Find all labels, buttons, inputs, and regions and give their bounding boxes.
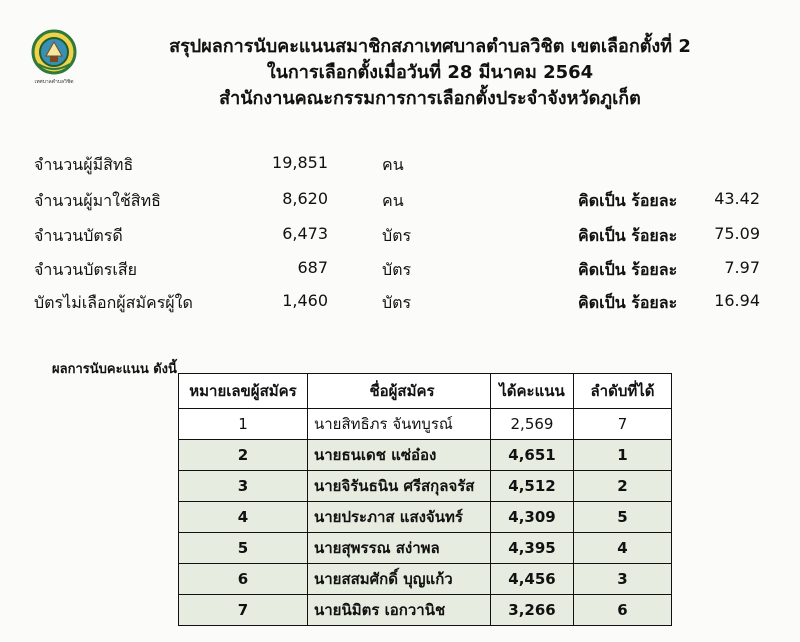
percent-value: 75.09 [714, 224, 760, 243]
candidate-name: นายสสมศักดิ์ บุญแก้ว [308, 564, 491, 595]
stat-label: จำนวนผู้มาใช้สิทธิ [34, 191, 161, 210]
candidate-number: 2 [179, 440, 308, 471]
stat-label: จำนวนบัตรเสีย [34, 260, 137, 279]
table-row [179, 595, 672, 626]
stat-unit: บัตร [382, 260, 412, 279]
percent-value: 16.94 [714, 291, 760, 310]
logo-caption: เทศบาลตำบลวิชิต [34, 79, 74, 85]
stat-unit: บัตร [382, 226, 412, 245]
candidate-number: 7 [179, 595, 308, 626]
candidate-name: นายประภาส แสงจันทร์ [308, 502, 491, 533]
candidate-rank: 6 [574, 595, 672, 626]
stat-value: 1,460 [282, 291, 328, 310]
results-caption: ผลการนับคะแนน ดังนี้ [52, 362, 177, 377]
table-row [179, 440, 672, 471]
candidate-rank: 2 [574, 471, 672, 502]
results-table [178, 373, 672, 626]
stat-row-eligible [0, 153, 800, 183]
header-rank: ลำดับที่ได้ [574, 374, 672, 409]
stat-row-invalid-ballots [0, 258, 800, 288]
header-votes: ได้คะแนน [491, 374, 574, 409]
candidate-votes: 4,309 [491, 502, 574, 533]
table-row [179, 564, 672, 595]
title-line-2: ในการเลือกตั้งเมื่อวันที่ 28 มีนาคม 2564 [266, 62, 594, 83]
candidate-votes: 4,651 [491, 440, 574, 471]
candidate-votes: 4,456 [491, 564, 574, 595]
header-candidate-number: หมายเลขผู้สมัคร [179, 374, 308, 409]
percent-value: 43.42 [714, 189, 760, 208]
stat-row-voters [0, 189, 800, 219]
candidate-name: นายธนเดช แซ่อ๋อง [308, 440, 491, 471]
stat-label: บัตรไม่เลือกผู้สมัครผู้ใด [34, 293, 193, 312]
candidate-name: นายนิมิตร เอกวานิช [308, 595, 491, 626]
municipality-seal-icon [30, 26, 78, 78]
candidate-rank: 5 [574, 502, 672, 533]
candidate-name: นายสิทธิภร จันทบูรณ์ [308, 409, 491, 440]
candidate-number: 3 [179, 471, 308, 502]
title-line-3: สำนักงานคณะกรรมการการเลือกตั้งประจำจังหวัดภูเก็ต [219, 88, 641, 109]
percent-label: คิดเป็น ร้อยละ [578, 293, 678, 312]
title-line-1: สรุปผลการนับคะแนนสมาชิกสภาเทศบาลตำบลวิชิต เขตเลือกตั้งที่ 2 [169, 36, 691, 57]
candidate-rank: 3 [574, 564, 672, 595]
header-candidate-name: ชื่อผู้สมัคร [308, 374, 491, 409]
stat-unit: คน [382, 191, 404, 210]
stat-label: จำนวนบัตรดี [34, 226, 123, 245]
stat-value: 8,620 [282, 189, 328, 208]
percent-label: คิดเป็น ร้อยละ [578, 226, 678, 245]
stat-row-no-vote-ballots [0, 291, 800, 321]
table-row [179, 409, 672, 440]
percent-label: คิดเป็น ร้อยละ [578, 191, 678, 210]
candidate-number: 6 [179, 564, 308, 595]
candidate-rank: 4 [574, 533, 672, 564]
candidate-votes: 4,395 [491, 533, 574, 564]
stat-value: 687 [297, 258, 328, 277]
stat-value: 6,473 [282, 224, 328, 243]
stat-value: 19,851 [272, 153, 328, 172]
candidate-number: 5 [179, 533, 308, 564]
table-row [179, 502, 672, 533]
candidate-number: 4 [179, 502, 308, 533]
candidate-name: นายจิรันธนิน ศรีสกุลจรัส [308, 471, 491, 502]
candidate-votes: 3,266 [491, 595, 574, 626]
candidate-rank: 1 [574, 440, 672, 471]
stat-unit: คน [382, 155, 404, 174]
stat-label: จำนวนผู้มีสิทธิ [34, 155, 134, 174]
document-title [90, 34, 770, 112]
candidate-rank: 7 [574, 409, 672, 440]
candidate-votes: 4,512 [491, 471, 574, 502]
stat-unit: บัตร [382, 293, 412, 312]
candidate-name: นายสุพรรณ สง่าพล [308, 533, 491, 564]
table-header-row [179, 374, 672, 409]
percent-value: 7.97 [724, 258, 760, 277]
candidate-number: 1 [179, 409, 308, 440]
stat-row-valid-ballots [0, 224, 800, 254]
candidate-votes: 2,569 [491, 409, 574, 440]
table-row [179, 533, 672, 564]
percent-label: คิดเป็น ร้อยละ [578, 260, 678, 279]
table-row [179, 471, 672, 502]
